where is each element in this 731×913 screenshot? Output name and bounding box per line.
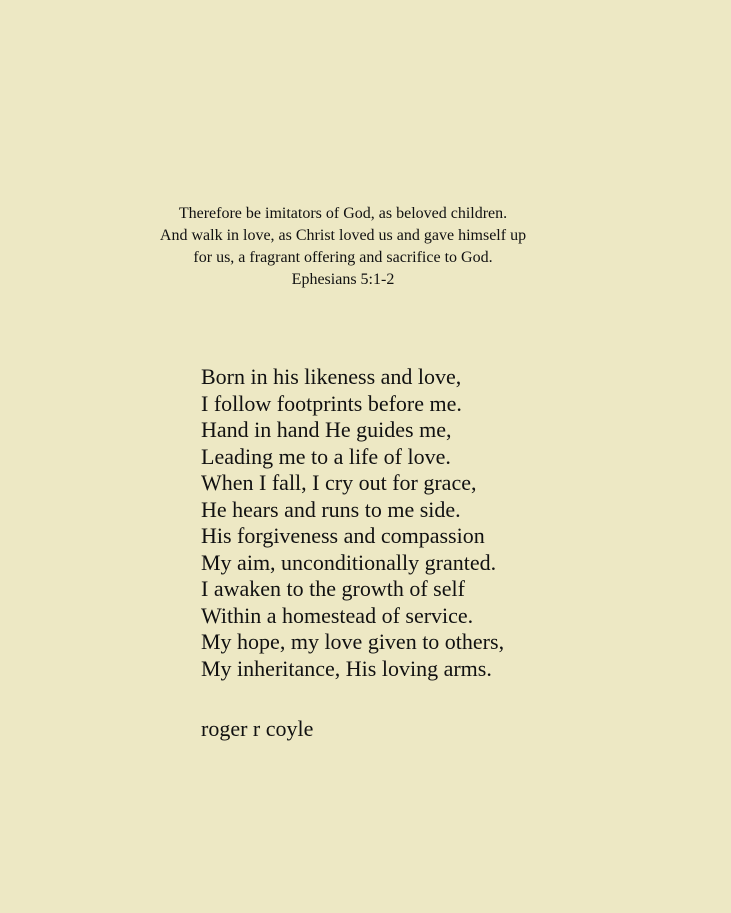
scripture-line: And walk in love, as Christ loved us and gave himself up <box>159 227 527 244</box>
poem-line: I awaken to the growth of self <box>201 576 465 601</box>
scripture-reference: Ephesians 5:1-2 <box>291 271 395 288</box>
scripture-line: for us, a fragrant offering and sacrifice to God. <box>193 249 493 266</box>
poem-line: My hope, my love given to others, <box>201 629 505 654</box>
poem-line: Within a homestead of service. <box>201 602 474 628</box>
poem-line: He hears and runs to me side. <box>201 496 461 522</box>
scripture-quote <box>0 203 686 291</box>
poem-line: Hand in hand He guides me, <box>201 417 452 442</box>
poem-line: His forgiveness and compassion <box>201 523 485 548</box>
author-signature: roger r coyle <box>201 716 314 741</box>
poem-body <box>201 364 504 682</box>
poem-line: My inheritance, His loving arms. <box>201 655 492 681</box>
poem-line: My aim, unconditionally granted. <box>201 549 497 575</box>
poem-line: When I fall, I cry out for grace, <box>201 470 477 495</box>
poem-line: Born in his likeness and love, <box>201 364 462 389</box>
poem-line: Leading me to a life of love. <box>201 443 451 469</box>
poem-line: I follow footprints before me. <box>201 390 462 416</box>
scripture-line: Therefore be imitators of God, as beloved children. <box>178 205 508 222</box>
